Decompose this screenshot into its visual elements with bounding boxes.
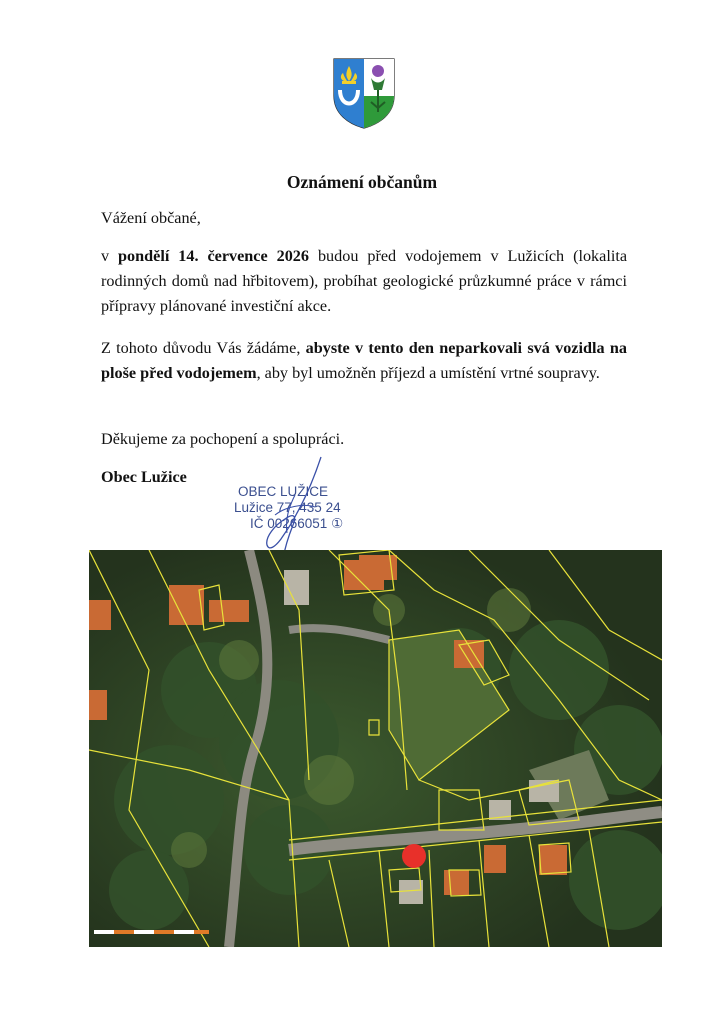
handwritten-signature — [245, 455, 335, 565]
paragraph-date-prefix: v — [101, 247, 119, 265]
red-location-dot-icon — [402, 844, 426, 868]
cadastral-aerial-map — [89, 550, 662, 947]
paragraph-date — [101, 244, 627, 319]
paragraph-request-rest: , aby byl umožněn příjezd a umístění vrtné soupravy. — [256, 364, 600, 382]
paragraph-date-rest: budou před vodojemem v Lužicích (lokalita rodinných domů nad hřbitovem), probíhat geologické průzkumné práce v rámci přípravy plánované investiční akce. — [101, 247, 628, 315]
paragraph-request-prefix: Z tohoto důvodu Vás žádáme, — [101, 339, 306, 357]
page-title: Oznámení občanům — [286, 172, 438, 192]
stamp-line-id: IČ 00266051 ① — [250, 516, 344, 531]
work-date: pondělí 14. července 2026 — [118, 247, 309, 265]
coat-of-arms-icon — [331, 56, 397, 130]
stamp-line-name: OBEC LUŽICE — [238, 484, 329, 499]
stamp-line-address: Lužice 77, 435 24 — [234, 500, 341, 515]
thanks-line: Děkujeme za pochopení a spolupráci. — [101, 430, 345, 448]
greeting: Vážení občané, — [101, 209, 201, 227]
signature-name: Obec Lužice — [101, 468, 187, 486]
parking-request: abyste v tento den neparkovali svá vozidla na ploše před vodojemem — [101, 339, 627, 382]
paragraph-request — [101, 336, 627, 386]
